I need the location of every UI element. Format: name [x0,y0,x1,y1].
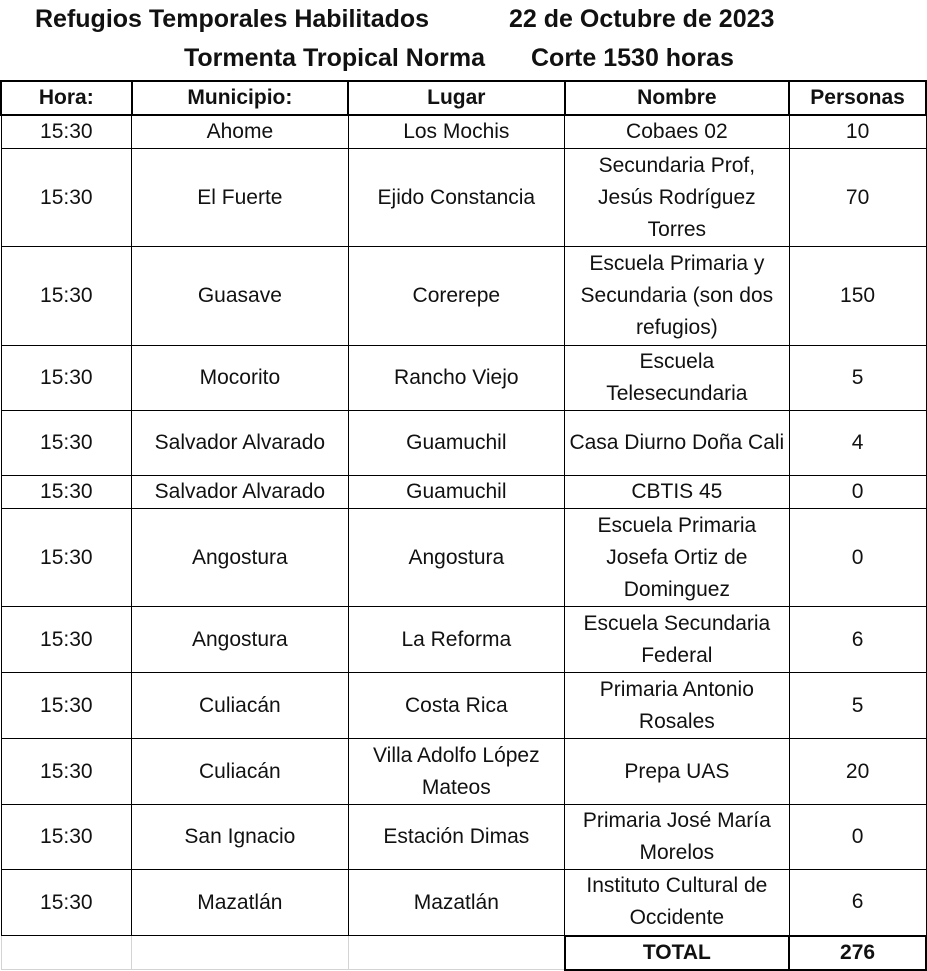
table-row [1,607,926,673]
table-row [1,411,926,476]
cell-lugar: Rancho Viejo [348,346,564,411]
empty-cell [1,936,132,970]
cell-personas: 150 [789,247,926,346]
cell-nombre: Escuela Primaria y Secundaria (son dos refugios) [565,247,790,346]
cell-personas: 0 [789,805,926,870]
header-row [1,81,926,115]
cutoff-time: Corte 1530 horas [531,44,734,72]
table-row [1,805,926,870]
cell-nombre: Primaria Antonio Rosales [565,673,790,739]
cell-hora: 15:30 [1,115,132,149]
cell-nombre: Secundaria Prof, Jesús Rodríguez Torres [565,149,790,247]
cell-nombre: Cobaes 02 [565,115,790,149]
cell-hora: 15:30 [1,870,132,936]
cell-nombre: Prepa UAS [565,739,790,805]
cell-nombre: CBTIS 45 [565,476,790,509]
cell-nombre: Primaria José María Morelos [565,805,790,870]
cell-hora: 15:30 [1,739,132,805]
cell-nombre: Casa Diurno Doña Cali [565,411,790,476]
table-row [1,870,926,936]
cell-lugar: Corerepe [348,247,564,346]
cell-nombre: Instituto Cultural de Occidente [565,870,790,936]
cell-lugar: Villa Adolfo López Mateos [348,739,564,805]
cell-hora: 15:30 [1,346,132,411]
cell-municipio: Culiacán [132,673,348,739]
cell-municipio: El Fuerte [132,149,348,247]
total-value: 276 [789,936,926,970]
storm-name: Tormenta Tropical Norma [184,44,485,72]
cell-municipio: Culiacán [132,739,348,805]
cell-municipio: Mazatlán [132,870,348,936]
cell-lugar: Ejido Constancia [348,149,564,247]
cell-hora: 15:30 [1,607,132,673]
report-date: 22 de Octubre de 2023 [509,5,775,33]
report-title: Refugios Temporales Habilitados [35,5,430,33]
cell-hora: 15:30 [1,149,132,247]
header-personas: Personas [789,81,926,115]
cell-lugar: Estación Dimas [348,805,564,870]
empty-cell [132,936,348,970]
empty-cell [348,936,564,970]
cell-hora: 15:30 [1,411,132,476]
table-row [1,673,926,739]
cell-municipio: Angostura [132,509,348,607]
cell-municipio: San Ignacio [132,805,348,870]
cell-personas: 70 [789,149,926,247]
cell-lugar: Mazatlán [348,870,564,936]
table-row [1,149,926,247]
table-row [1,115,926,149]
cell-municipio: Angostura [132,607,348,673]
cell-personas: 0 [789,509,926,607]
table-row [1,247,926,346]
cell-personas: 6 [789,607,926,673]
cell-municipio: Mocorito [132,346,348,411]
cell-lugar: Guamuchil [348,411,564,476]
shelters-table [0,80,927,971]
cell-lugar: Costa Rica [348,673,564,739]
cell-lugar: Angostura [348,509,564,607]
cell-municipio: Salvador Alvarado [132,411,348,476]
cell-hora: 15:30 [1,509,132,607]
cell-personas: 6 [789,870,926,936]
header-nombre: Nombre [565,81,790,115]
cell-nombre: Escuela Secundaria Federal [565,607,790,673]
total-row [1,936,926,970]
report-header [0,0,927,80]
cell-municipio: Ahome [132,115,348,149]
table-row [1,476,926,509]
cell-personas: 5 [789,346,926,411]
cell-hora: 15:30 [1,673,132,739]
table-row [1,509,926,607]
cell-hora: 15:30 [1,805,132,870]
table-row [1,346,926,411]
cell-municipio: Salvador Alvarado [132,476,348,509]
cell-lugar: Los Mochis [348,115,564,149]
cell-personas: 10 [789,115,926,149]
cell-hora: 15:30 [1,476,132,509]
total-label: TOTAL [565,936,790,970]
cell-nombre: Escuela Primaria Josefa Ortiz de Dominguez [565,509,790,607]
cell-personas: 5 [789,673,926,739]
cell-hora: 15:30 [1,247,132,346]
header-hora: Hora: [1,81,132,115]
cell-personas: 20 [789,739,926,805]
cell-municipio: Guasave [132,247,348,346]
cell-lugar: Guamuchil [348,476,564,509]
cell-nombre: Escuela Telesecundaria [565,346,790,411]
cell-lugar: La Reforma [348,607,564,673]
cell-personas: 4 [789,411,926,476]
header-municipio: Municipio: [132,81,348,115]
table-row [1,739,926,805]
cell-personas: 0 [789,476,926,509]
header-lugar: Lugar [348,81,564,115]
